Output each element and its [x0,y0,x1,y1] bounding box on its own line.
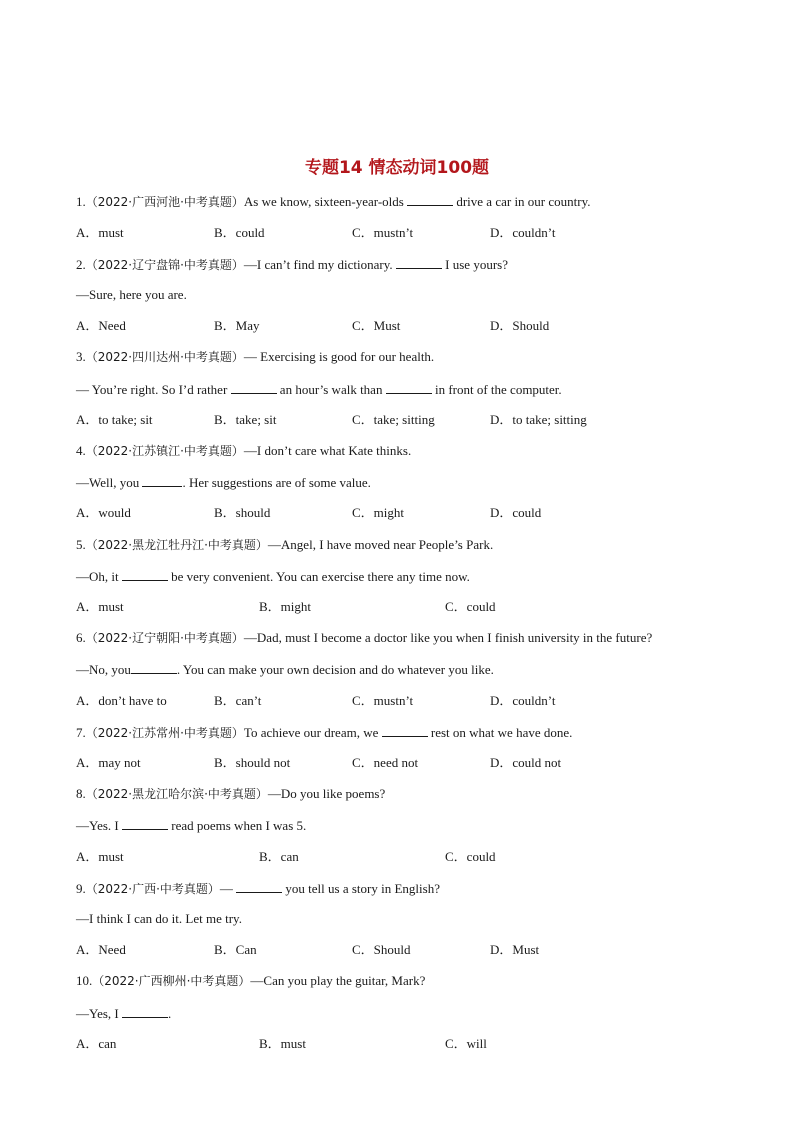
answer-blank [407,193,453,206]
option-d: D．Must [490,942,540,957]
option-a: A．must [76,599,124,614]
option-d: D．to take; sitting [490,412,587,427]
option-c: C．take; sitting [352,412,435,427]
option-b: B．might [259,599,312,614]
option-a: A．Need [76,318,126,333]
option-b: B．Can [214,942,257,957]
option-d: D．could [490,505,542,520]
option-c: C．might [352,505,405,520]
answer-blank [382,724,428,737]
answer-blank [122,1005,168,1018]
option-c: C．mustn’t [352,693,414,708]
option-c: C．could [445,849,496,864]
option-b: B．should not [214,755,291,770]
option-a: A．may not [76,755,141,770]
option-c: C．Must [352,318,401,333]
question-6: 6.（2022·辽宁朝阳·中考真题）—Dad, must I become a doctor like you when I finish university in the future? [76,630,653,645]
option-b: B．take; sit [214,412,277,427]
question-5-reply: —Oh, it be very convenient. You can exercise there any time now. [76,569,470,584]
question-8: 8.（2022·黑龙江哈尔滨·中考真题）—Do you like poems? [76,786,386,801]
option-d: D．couldn’t [490,693,556,708]
option-a: A．to take; sit [76,412,153,427]
question-10: 10.（2022·广西柳州·中考真题）—Can you play the guitar, Mark? [76,973,426,988]
option-b: B．can [259,849,299,864]
question-7: 7.（2022·江苏常州·中考真题）To achieve our dream, we rest on what we have done. [76,725,573,740]
question-6-reply: —No, you . You can make your own decision and do whatever you like. [76,662,494,677]
answer-blank [231,381,277,394]
answer-blank [122,568,168,581]
question-3-reply: — You’re right. So I’d rather an hour’s walk than in front of the computer. [76,382,562,397]
option-a: A．must [76,849,124,864]
question-4-reply: —Well, you . Her suggestions are of some value. [76,475,371,490]
option-a: A．Need [76,942,126,957]
question-1: 1.（2022·广西河池·中考真题）As we know, sixteen-year-olds drive a car in our country. [76,194,591,209]
answer-blank [122,817,168,830]
option-d: D．Should [490,318,550,333]
option-c: C．will [445,1036,487,1051]
question-10-reply: —Yes, I . [76,1006,172,1021]
answer-blank [236,880,282,893]
option-c: C．Should [352,942,411,957]
option-b: B．should [214,505,271,520]
option-c: C．need not [352,755,419,770]
option-a: A．must [76,225,124,240]
question-2: 2.（2022·辽宁盘锦·中考真题）—I can’t find my dictionary. I use yours? [76,257,508,272]
answer-blank [142,474,182,487]
option-d: D．could not [490,755,562,770]
option-b: B．must [259,1036,306,1051]
answer-blank [396,256,442,269]
option-a: A．would [76,505,131,520]
question-9: 9.（2022·广西·中考真题）— you tell us a story in English? [76,881,440,896]
option-a: A．don’t have to [76,693,167,708]
question-3: 3.（2022·四川达州·中考真题）— Exercising is good for our health. [76,349,435,364]
answer-blank [131,661,177,674]
option-a: A．can [76,1036,117,1051]
option-d: D．couldn’t [490,225,556,240]
question-8-reply: —Yes. I read poems when I was 5. [76,818,307,833]
question-9-reply: —I think I can do it. Let me try. [76,911,242,926]
question-5: 5.（2022·黑龙江牡丹江·中考真题）—Angel, I have moved near People’s Park. [76,537,494,552]
question-4: 4.（2022·江苏镇江·中考真题）—I don’t care what Kate thinks. [76,443,412,458]
page-title: 专题14 情态动词100题 [304,158,490,178]
option-b: B．May [214,318,260,333]
question-2-reply: —Sure, here you are. [76,287,187,302]
answer-blank [386,381,432,394]
option-b: B．could [214,225,265,240]
option-c: C．mustn’t [352,225,414,240]
option-b: B．can’t [214,693,262,708]
option-c: C．could [445,599,496,614]
